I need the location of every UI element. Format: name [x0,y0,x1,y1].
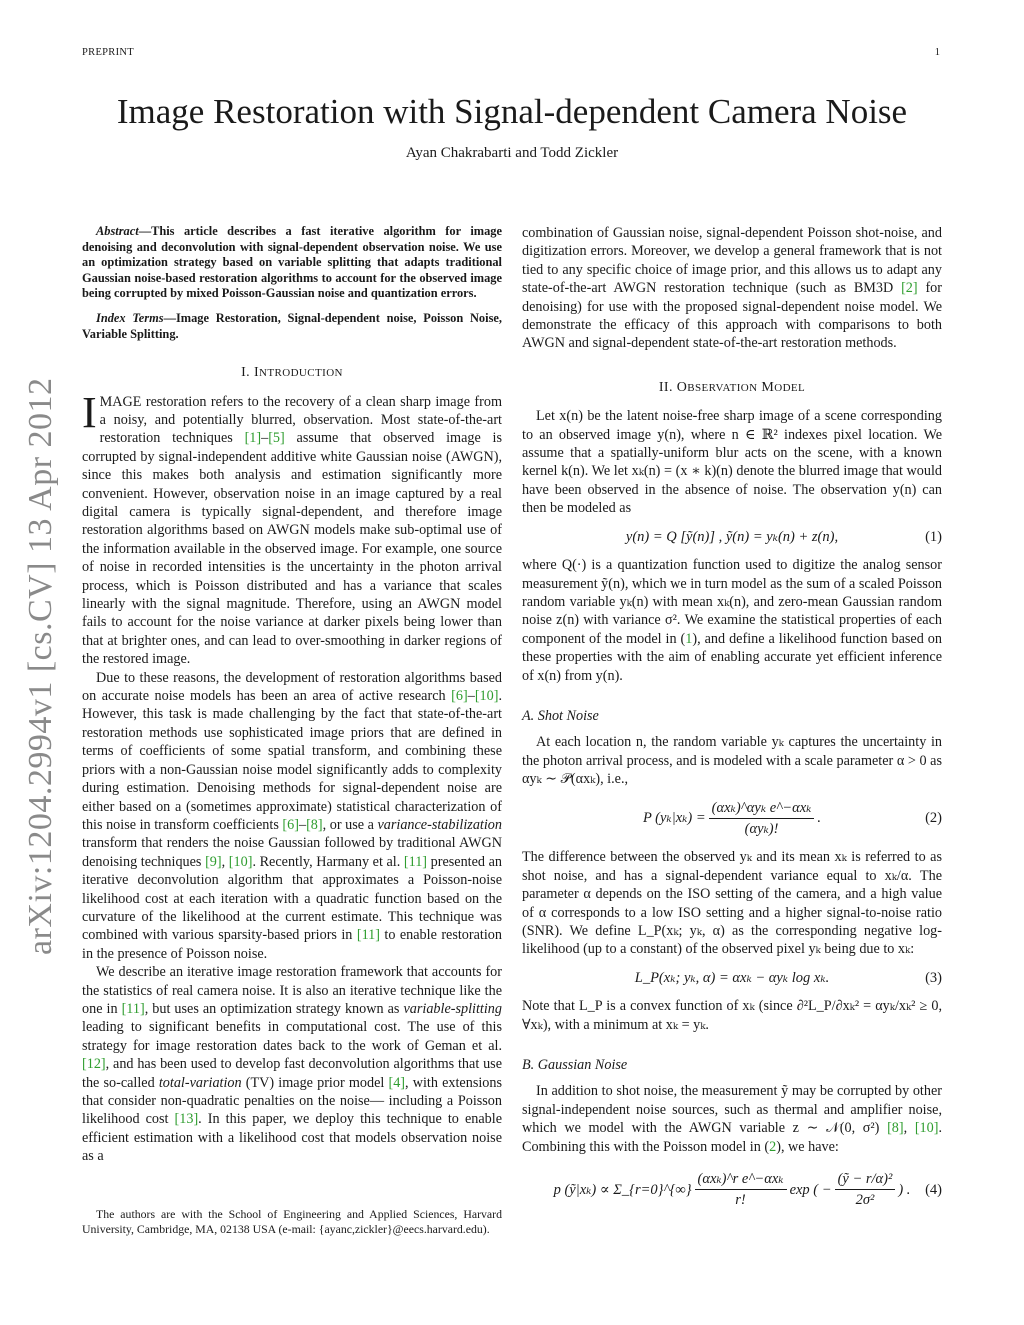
page-number: 1 [934,47,940,58]
citation-link[interactable]: [11] [121,1000,145,1017]
intro-paragraph-3-continued: combination of Gaussian noise, signal-dependent Poisson shot-noise, and digitization errors. Moreover, we develop a general framework that is not tied to any specific choice of image prior, and this allows us to adapt any state-of-the-art AWGN restoration technique (such as BM3D [2] for denoising) for use with the proposed signal-dependent noise model. We demonstrate the efficacy of this approach with comparisons to both AWGN and signal-dependent state-of-the-art restoration methods. [522,225,942,352]
equation-number: (3) [925,969,942,986]
observation-paragraph-1: Let x(n) be the latent noise-free sharp image of a scene corresponding to an observed image y(n), where n ∈ ℝ² indexes pixel location. We assume that a spatially-uniform blur acts on the scene, with a known kernel k(n). We let xₖ(n) = (x ∗ k)(n) denote the blurred image that would have been observed in the absence of noise. The observation y(n) can then be modeled as [522,408,942,517]
citation-link[interactable]: [12] [82,1056,106,1073]
index-terms: Index Terms—Image Restoration, Signal-dependent noise, Poisson Noise, Variable Splitting. [82,310,502,341]
shot-noise-paragraph-1: At each location n, the random variable yₖ captures the uncertainty in the photon arrival process, and is modeled with a scale parameter α > 0 as αyₖ ∼ 𝒫(αxₖ), i.e., [522,734,942,788]
section-heading-introduction: I. INTRODUCTION [241,365,343,381]
citation-link[interactable]: [1] [244,430,262,447]
paper-title: Image Restoration with Signal-dependent Camera Noise [116,92,908,131]
subsection-heading-gaussian-noise: B. Gaussian Noise [522,1057,628,1074]
citation-link[interactable]: [6] [282,816,299,833]
arxiv-identifier: arXiv:1204.2994v1 [cs.CV] 13 Apr 2012 [22,377,59,955]
equation-1: y(n) = Q [ỹ(n)] , ỹ(n) = yₖ(n) + z(n), (1) [625,528,942,545]
author-footnote: The authors are with the School of Engineering and Applied Sciences, Harvard University, Cambridge, MA, 02138 USA (e-mail: {ayanc,zickler}@eecs.harvard.edu). [82,1207,502,1236]
running-header: PREPRINT [82,47,134,58]
paper-authors: Ayan Chakrabarti and Todd Zickler [405,145,619,161]
shot-noise-paragraph-3: Note that L_P is a convex function of xₖ (since ∂²L_P/∂xₖ² = αyₖ/xₖ² ≥ 0, ∀xₖ), with a minimum at xₖ = yₖ. [522,998,942,1033]
citation-link[interactable]: [13] [174,1111,199,1128]
left-column [82,224,502,1166]
drop-cap: I [82,387,97,437]
citation-link[interactable]: [10] [914,1120,939,1137]
shot-noise-paragraph-2: The difference between the observed yₖ and its mean xₖ is referred to as shot noise, and has a signal-dependent variance equal to xₖ/α. The parameter α depends on the ISO setting of the camera, and a high value of α corresponds to a low ISO setting and a higher signal-to-noise ratio (SNR). We define L_P(xₖ; yₖ, α) as the corresponding negative log-likelihood (up to a constant) of the observed pixel yₖ being due to xₖ: [522,849,942,958]
intro-paragraph-2: Due to these reasons, the development of restoration algorithms based on accurate noise models has been an area of active research [6]–[10]. However, this task is made challenging by the fact that state-of-the-art restoration methods use sophisticated image priors that are defined in terms of coefficients of some spatial transform, and combining these priors with a non-Gaussian noise model significantly adds to complexity during estimation. Denoising methods for signal-dependent noise are either based on a (sometimes approximate) statistical characterization of this noise in transform coefficients [6]–[8], or use a variance-stabilization transform that renders the noise Gaussian followed by traditional AWGN denoising techniques [9], [10]. Recently, Harmany et al. [11] presented an iterative deconvolution algorithm that approximates a Poisson-noise likelihood cost at each iteration with a quadratic function based on the curvature of the likelihood at the current estimate. This technique was combined with various sparsity-based priors in [11] to enable restoration in the presence of Poisson noise. [82,669,503,962]
equation-3: L_P(xₖ; yₖ, α) = αxₖ − αyₖ log xₖ. (3) [634,969,942,986]
equation-number: (4) [925,1181,942,1198]
section-heading-observation-model: II. OBSERVATION MODEL [658,379,806,395]
equation-4: p (ỹ|xₖ) ∝ Σ_{r=0}^{∞} $\frac{\text{(αxₖ)\textasciicircum{}r e\textasciicircum{}−αxₖ}}{r!}$ exp ( − $\frac{\text{(ỹ − r/α)²}}{\text{2σ²}}$ ) . (4) [553,1171,942,1209]
intro-paragraph-1: IMAGE restoration refers to the recovery of a clean sharp image from a noisy, and potentially blurred, observation. Most state-of-the-art restoration techniques [1]–[5] assume that observed image is corrupted by signal-independent additive white Gaussian noise (AWGN), since this makes both analysis and estimation significantly more convenient. However, observation noise in an image captured by a real digital camera is typically signal-dependent, and therefore image restoration algorithms based on AWGN models make sub-optimal use of the information available in the observed image. For example, one source of noise in recorded intensities is the uncertainty in the photon arrival process, which is Poisson distributed and has a variance that scales linearly with the signal magnitude. Therefore, using an AWGN model fails to account for the noise variance at darker pixels being lower than that at brighter ones, and can lead to over-smoothing in darker regions of the restored image. [82,387,503,668]
citation-link[interactable]: [8] [306,816,323,833]
citation-link[interactable]: [9] [205,853,222,870]
subsection-heading-shot-noise: A. Shot Noise [522,707,599,724]
equation-link[interactable]: 1 [685,630,693,647]
equation-link[interactable]: 2 [769,1138,777,1155]
equation-number: (1) [925,528,942,545]
citation-link[interactable]: [11] [356,927,380,944]
citation-link[interactable]: [10] [228,853,253,870]
citation-link[interactable]: [11] [403,853,428,870]
gaussian-noise-paragraph-1: In addition to shot noise, the measurement ỹ may be corrupted by other signal-independent noise sources, such as thermal and amplifier noise, which we model with the AWGN variable z ∼ 𝒩(0, σ²) [8], [10]. Combining this with the Poisson model in (2), we have: [522,1083,942,1155]
intro-paragraph-3: We describe an iterative image restoration framework that accounts for the statistics of real camera noise. It is also an iterative technique like the one in [11], but uses an optimization strategy known as variable-splitting leading to significant benefits in computational cost. The use of this strategy for image restoration dates back to the work of Geman et al. [12], and has been used to develop fast deconvolution algorithms that use the so-called total-variation (TV) image prior model [4], with extensions that consider non-quadratic penalties on the noise— including a Poisson likelihood cost [13]. In this paper, we deploy this technique to enable efficient estimation with a likelihood cost that models observation noise as a [82,964,502,1165]
right-column [522,224,942,1220]
citation-link[interactable]: [5] [268,430,285,447]
citation-link[interactable]: [6] [451,688,468,705]
equation-2: P (yₖ|xₖ) = $\frac{\text{(αxₖ)\textasciicircum{}αyₖ e\textasciicircum{}−αxₖ}}{\text{(αyₖ)!}}$ . (2) [642,799,942,837]
fraction: $\frac{\text{(αxₖ)\textasciicircum{}r e\textasciicircum{}−αxₖ}}{r!}$ [695,1170,787,1210]
citation-link[interactable]: [2] [901,280,918,297]
citation-link[interactable]: [8] [887,1120,904,1137]
fraction: $\frac{\text{(ỹ − r/α)²}}{\text{2σ²}}$ [835,1170,896,1210]
fraction: $\frac{\text{(αxₖ)\textasciicircum{}αyₖ e\textasciicircum{}−αxₖ}}{\text{(αyₖ)!}}$ [709,799,815,839]
citation-link[interactable]: [10] [474,688,499,705]
observation-paragraph-2: where Q(·) is a quantization function used to digitize the analog sensor measurement ỹ(n), which we in turn model as the sum of a scaled Poisson random variable yₖ(n) with mean xₖ(n), and zero-mean Gaussian random noise z(n) with variance σ². We examine the statistical properties of each component of the model in (1), and define a likelihood function based on these properties with the aim of enabling accurate yet efficient inference of x(n) from y(n). [522,557,943,684]
abstract: Abstract—This article describes a fast iterative algorithm for image denoising and deconvolution with signal-dependent observation noise. We use an optimization strategy based on variable splitting that adapts traditional Gaussian noise-based restoration algorithms to account for the observed image being corrupted by mixed Poisson-Gaussian noise and quantization errors. [82,224,502,301]
citation-link[interactable]: [4] [388,1074,406,1091]
equation-number: (2) [925,810,942,827]
